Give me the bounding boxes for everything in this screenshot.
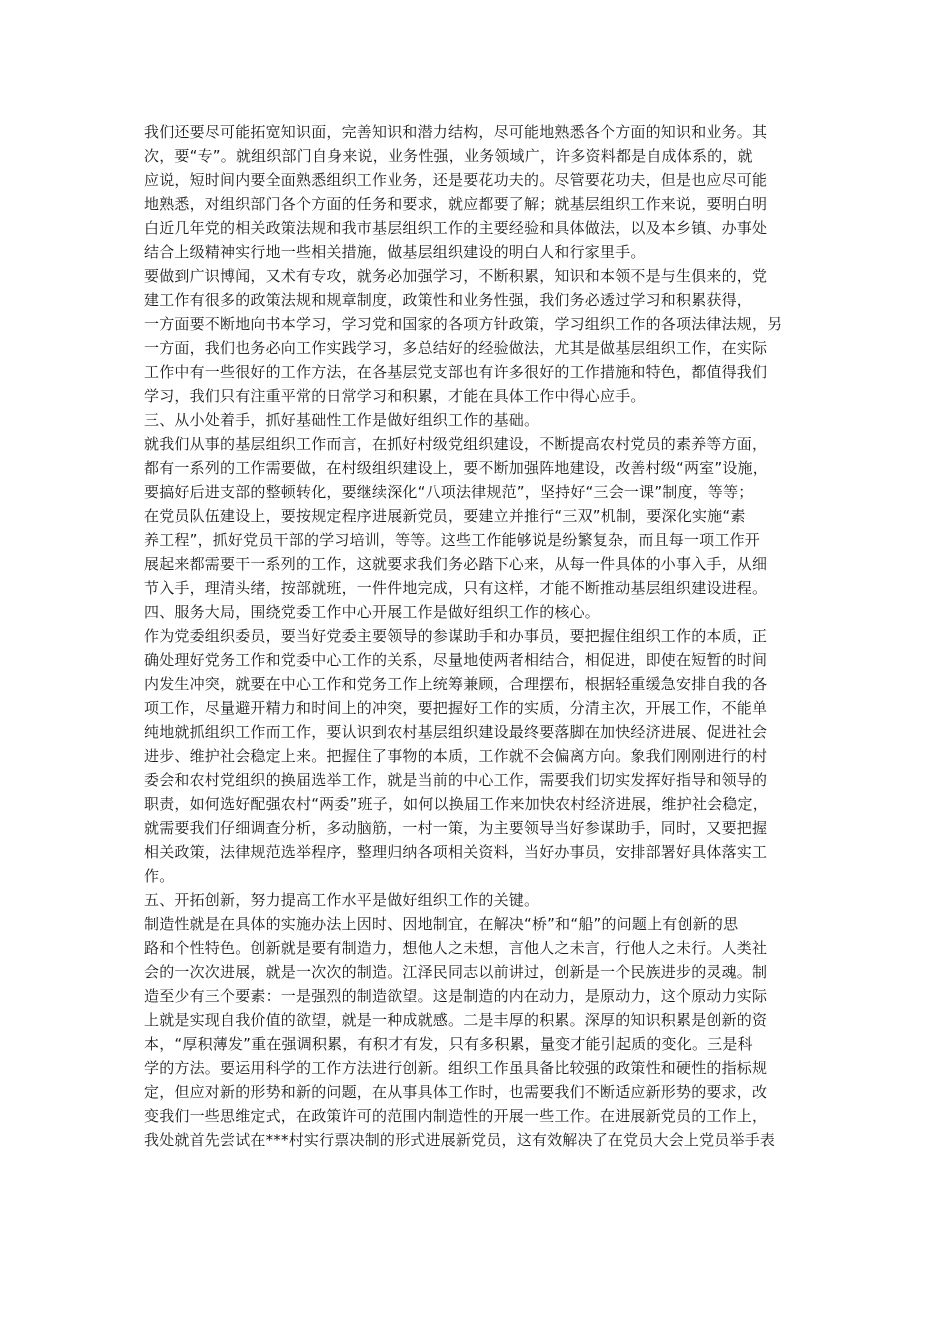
text-line: 工作中有一些很好的工作方法，在各基层党支部也有许多很好的工作措施和特色，都值得我们 [144,363,768,381]
text-line: 节入手，理清头绪，按部就班，一件件地完成，只有这样，才能不断推动基层组织建设进程。 [144,579,768,597]
text-line: 本，“厚积薄发”重在强调积累，有积才有发，只有多积累，量变才能引起质的变化。三是科 [144,1035,753,1053]
text-line: 一方面，我们也务必向工作实践学习，多总结好的经验做法，尤其是做基层组织工作，在实际 [144,339,768,357]
text-line: 造至少有三个要素：一是强烈的制造欲望。这是制造的内在动力，是原动力，这个原动力实际 [144,987,768,1005]
text-line: 相关政策，法律规范选举程序，整理归纳各项相关资料，当好办事员，安排部署好具体落实工 [144,843,768,861]
document-page [144,120,809,1152]
text-line: 纯地就抓组织工作而工作，要认识到农村基层组织建设最终要落脚在加快经济进展、促进社会 [144,723,768,741]
text-line: 学的方法。要运用科学的工作方法进行创新。组织工作虽具备比较强的政策性和硬性的指标规 [144,1059,768,1077]
text-line: 定，但应对新的形势和新的问题，在从事具体工作时，也需要我们不断适应新形势的要求，改 [144,1083,768,1101]
text-line: 就需要我们仔细调查分析，多动脑筋，一村一策，为主要领导当好参谋助手，同时，又要把握 [144,819,768,837]
text-line: 进步、维护社会稳定上来。把握住了事物的本质，工作就不会偏离方向。象我们刚刚进行的村 [144,747,768,765]
section-heading: 四、服务大局，围绕党委工作中心开展工作是做好组织工作的核心。 [144,603,601,621]
text-line: 结合上级精神实行地一些相关措施，做基层组织建设的明白人和行家里手。 [144,243,646,261]
text-line: 一方面要不断地向书本学习，学习党和国家的各项方针政策，学习组织工作的各项法律法规，另 [144,315,783,333]
text-line: 变我们一些思维定式，在政策许可的范围内制造性的开展一些工作。在进展新党员的工作上， [144,1107,768,1125]
text-line: 次，要“专”。就组织部门自身来说，业务性强，业务领域广，许多资料都是自成体系的，就 [144,147,753,165]
text-line: 建工作有很多的政策法规和规章制度，政策性和业务性强，我们务必透过学习和积累获得， [144,291,753,309]
text-line: 路和个性特色。创新就是要有制造力，想他人之未想，言他人之未言，行他人之未行。人类社 [144,939,768,957]
text-line: 制造性就是在具体的实施办法上因时、因地制宜，在解决“桥”和“船”的问题上有创新的思 [144,915,739,933]
text-line: 作为党委组织委员，要当好党委主要领导的参谋助手和办事员，要把握住组织工作的本质，正 [144,627,768,645]
text-line: 在党员队伍建设上，要按规定程序进展新党员，要建立并推行“三双”机制，要深化实施“素 [144,507,746,525]
text-line: 确处理好党务工作和党委中心工作的关系，尽量地使两者相结合，相促进，即使在短暂的时间 [144,651,768,669]
text-line: 项工作，尽量避开精力和时间上的冲突，要把握好工作的实质，分清主次，开展工作，不能单 [144,699,768,717]
text-line: 内发生冲突，就要在中心工作和党务工作上统筹兼顾，合理摆布，根据轻重缓急安排自我的各 [144,675,768,693]
text-line: 白近几年党的相关政策法规和我市基层组织工作的主要经验和具体做法，以及本乡镇、办事处 [144,219,768,237]
text-line: 要做到广识博闻，又术有专攻，就务必加强学习，不断积累，知识和本领不是与生俱来的，党 [144,267,768,285]
text-line: 展起来都需要干一系列的工作，这就要求我们务必踏下心来，从每一件具体的小事入手，从细 [144,555,768,573]
text-line: 就我们从事的基层组织工作而言，在抓好村级党组织建设，不断提高农村党员的素养等方面， [144,435,768,453]
text-line: 会的一次次进展，就是一次次的制造。江泽民同志以前讲过，创新是一个民族进步的灵魂。制 [144,963,768,981]
text-line: 学习，我们只有注重平常的日常学习和积累，才能在具体工作中得心应手。 [144,387,646,405]
text-line: 我处就首先尝试在***村实行票决制的形式进展新党员，这有效解决了在党员大会上党员举手表 [144,1131,776,1149]
text-line: 我们还要尽可能拓宽知识面，完善知识和潜力结构，尽可能地熟悉各个方面的知识和业务。其 [144,123,768,141]
section-heading: 五、开拓创新，努力提高工作水平是做好组织工作的关键。 [144,891,540,909]
text-line: 地熟悉，对组织部门各个方面的任务和要求，就应都要了解；就基层组织工作来说，要明白明 [144,195,768,213]
text-line: 都有一系列的工作需要做，在村级组织建设上，要不断加强阵地建设，改善村级“两室”设施， [144,459,768,477]
text-line: 作。 [144,867,175,885]
text-line: 养工程”，抓好党员干部的学习培训，等等。这些工作能够说是纷繁复杂，而且每一项工作开 [144,531,760,549]
text-line: 上就是实现自我价值的欲望，就是一种成就感。二是丰厚的积累。深厚的知识积累是创新的资 [144,1011,768,1029]
section-heading: 三、从小处着手，抓好基础性工作是做好组织工作的基础。 [144,411,540,429]
text-line: 要搞好后进支部的整顿转化，要继续深化“八项法律规范”，坚持好“三会一课”制度，等等； [144,483,754,501]
text-line: 委会和农村党组织的换届选举工作，就是当前的中心工作，需要我们切实发挥好指导和领导的 [144,771,768,789]
text-line: 职责，如何选好配强农村“两委”班子，如何以换届工作来加快农村经济进展，维护社会稳定， [144,795,768,813]
text-line: 应说，短时间内要全面熟悉组织工作业务，还是要花功夫的。尽管要花功夫，但是也应尽可能 [144,171,768,189]
